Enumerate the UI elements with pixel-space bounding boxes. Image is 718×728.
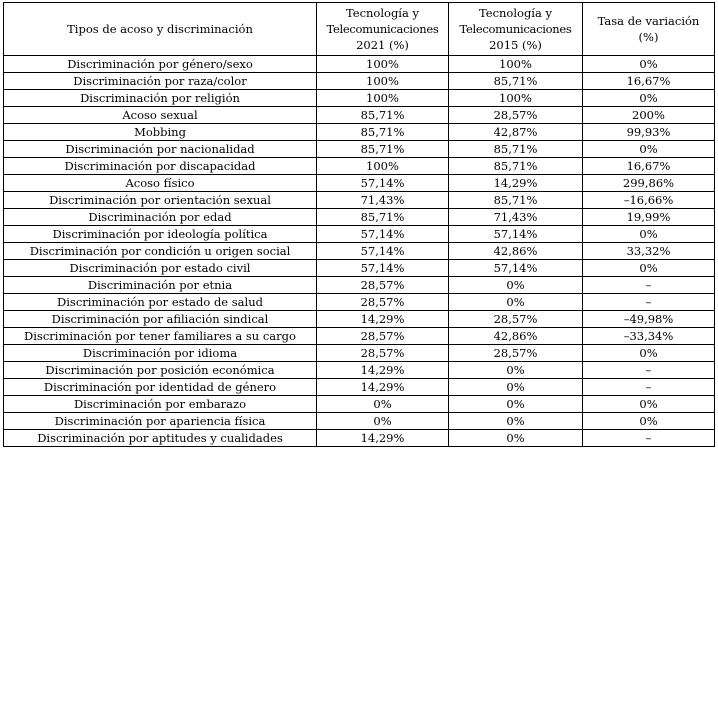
cell-t2015: 57,14%: [449, 226, 583, 243]
cell-tipo: Discriminación por nacionalidad: [4, 141, 317, 158]
cell-t2021: 28,57%: [317, 277, 449, 294]
cell-tipo: Discriminación por género/sexo: [4, 56, 317, 73]
cell-tipo: Discriminación por religión: [4, 90, 317, 107]
column-header-t2021-line3: 2021 (%): [356, 38, 409, 52]
cell-t2015: 42,87%: [449, 124, 583, 141]
cell-tipo: Mobbing: [4, 124, 317, 141]
table-row: [4, 328, 715, 345]
cell-t2021: 0%: [317, 413, 449, 430]
cell-t2015: 57,14%: [449, 260, 583, 277]
table-row: [4, 311, 715, 328]
cell-tasa: –16,66%: [583, 192, 715, 209]
cell-tipo: Discriminación por etnia: [4, 277, 317, 294]
table-header-row: [4, 3, 715, 56]
column-header-t2015-label: [450, 5, 581, 53]
cell-t2015: 0%: [449, 413, 583, 430]
cell-t2015: 85,71%: [449, 192, 583, 209]
cell-tipo: Discriminación por tener familiares a su cargo: [4, 328, 317, 345]
cell-t2015: 28,57%: [449, 311, 583, 328]
cell-tasa: 0%: [583, 56, 715, 73]
cell-tasa: 0%: [583, 345, 715, 362]
cell-tipo: Discriminación por afiliación sindical: [4, 311, 317, 328]
table-row: [4, 260, 715, 277]
cell-t2015: 42,86%: [449, 243, 583, 260]
column-header-t2015: [449, 3, 583, 56]
cell-tipo: Discriminación por identidad de género: [4, 379, 317, 396]
table-row: [4, 192, 715, 209]
cell-t2015: 28,57%: [449, 345, 583, 362]
cell-t2021: 28,57%: [317, 345, 449, 362]
cell-t2021: 28,57%: [317, 294, 449, 311]
table-header: [4, 3, 715, 56]
cell-tipo: Discriminación por discapacidad: [4, 158, 317, 175]
table-body: [4, 56, 715, 447]
table-row: [4, 158, 715, 175]
cell-tipo: Discriminación por posición económica: [4, 362, 317, 379]
cell-t2021: 14,29%: [317, 379, 449, 396]
cell-tasa: 99,93%: [583, 124, 715, 141]
cell-tasa: 19,99%: [583, 209, 715, 226]
table-row: [4, 396, 715, 413]
table-row: [4, 209, 715, 226]
cell-t2015: 0%: [449, 379, 583, 396]
table-row: [4, 107, 715, 124]
cell-t2015: 28,57%: [449, 107, 583, 124]
cell-t2021: 14,29%: [317, 430, 449, 447]
table-container: [3, 2, 714, 447]
column-header-tasa: [583, 3, 715, 56]
column-header-t2021-label: [318, 5, 447, 53]
cell-t2021: 14,29%: [317, 311, 449, 328]
cell-tipo: Discriminación por idioma: [4, 345, 317, 362]
cell-tasa: –: [583, 294, 715, 311]
cell-t2015: 42,86%: [449, 328, 583, 345]
column-header-t2015-line3: 2015 (%): [489, 38, 542, 52]
column-header-tasa-line1: Tasa de variación: [597, 14, 700, 28]
table-row: [4, 73, 715, 90]
cell-tasa: 200%: [583, 107, 715, 124]
cell-tipo: Discriminación por raza/color: [4, 73, 317, 90]
cell-t2015: 85,71%: [449, 158, 583, 175]
cell-tasa: 0%: [583, 90, 715, 107]
cell-t2015: 0%: [449, 294, 583, 311]
cell-tipo: Discriminación por aptitudes y cualidades: [4, 430, 317, 447]
cell-t2015: 0%: [449, 430, 583, 447]
cell-tasa: –49,98%: [583, 311, 715, 328]
harassment-discrimination-table: [3, 2, 715, 447]
cell-t2015: 100%: [449, 56, 583, 73]
cell-tipo: Acoso físico: [4, 175, 317, 192]
cell-tipo: Discriminación por apariencia física: [4, 413, 317, 430]
cell-t2015: 0%: [449, 277, 583, 294]
table-row: [4, 243, 715, 260]
cell-tipo: Discriminación por edad: [4, 209, 317, 226]
column-header-t2021-line2: Telecomunicaciones: [326, 22, 439, 36]
table-row: [4, 175, 715, 192]
cell-tipo: Discriminación por embarazo: [4, 396, 317, 413]
column-header-t2015-line1: Tecnología y: [478, 6, 552, 20]
cell-t2021: 85,71%: [317, 107, 449, 124]
cell-tasa: –: [583, 430, 715, 447]
cell-tipo: Acoso sexual: [4, 107, 317, 124]
cell-tasa: 0%: [583, 226, 715, 243]
table-row: [4, 90, 715, 107]
table-row: [4, 413, 715, 430]
table-row: [4, 294, 715, 311]
cell-tipo: Discriminación por estado civil: [4, 260, 317, 277]
table-row: [4, 277, 715, 294]
cell-tasa: –33,34%: [583, 328, 715, 345]
table-row: [4, 362, 715, 379]
table-row: [4, 56, 715, 73]
cell-tasa: –: [583, 277, 715, 294]
cell-t2021: 57,14%: [317, 260, 449, 277]
cell-t2015: 85,71%: [449, 73, 583, 90]
cell-t2021: 14,29%: [317, 362, 449, 379]
column-header-t2015-line2: Telecomunicaciones: [459, 22, 572, 36]
column-header-tipo-label: Tipos de acoso y discriminación: [67, 22, 253, 36]
cell-t2021: 57,14%: [317, 175, 449, 192]
table-row: [4, 226, 715, 243]
table-row: [4, 141, 715, 158]
cell-t2021: 85,71%: [317, 141, 449, 158]
cell-tasa: 299,86%: [583, 175, 715, 192]
column-header-tasa-label: [584, 13, 713, 45]
cell-tipo: Discriminación por condición u origen social: [4, 243, 317, 260]
cell-tasa: 0%: [583, 413, 715, 430]
cell-tipo: Discriminación por estado de salud: [4, 294, 317, 311]
cell-t2021: 100%: [317, 158, 449, 175]
cell-t2021: 85,71%: [317, 209, 449, 226]
cell-tasa: –: [583, 379, 715, 396]
cell-t2021: 85,71%: [317, 124, 449, 141]
cell-t2015: 0%: [449, 396, 583, 413]
cell-t2015: 0%: [449, 362, 583, 379]
cell-tipo: Discriminación por orientación sexual: [4, 192, 317, 209]
cell-t2015: 85,71%: [449, 141, 583, 158]
cell-tasa: 16,67%: [583, 158, 715, 175]
cell-tasa: 33,32%: [583, 243, 715, 260]
cell-t2021: 57,14%: [317, 226, 449, 243]
cell-tasa: 16,67%: [583, 73, 715, 90]
cell-t2021: 100%: [317, 73, 449, 90]
cell-t2021: 100%: [317, 56, 449, 73]
cell-t2015: 14,29%: [449, 175, 583, 192]
cell-t2021: 71,43%: [317, 192, 449, 209]
cell-t2021: 28,57%: [317, 328, 449, 345]
table-row: [4, 124, 715, 141]
cell-t2015: 71,43%: [449, 209, 583, 226]
cell-tipo: Discriminación por ideología política: [4, 226, 317, 243]
column-header-t2021-line1: Tecnología y: [345, 6, 419, 20]
cell-tasa: 0%: [583, 396, 715, 413]
cell-t2021: 57,14%: [317, 243, 449, 260]
table-row: [4, 345, 715, 362]
column-header-t2021: [317, 3, 449, 56]
cell-tasa: –: [583, 362, 715, 379]
cell-tasa: 0%: [583, 260, 715, 277]
table-row: [4, 430, 715, 447]
table-row: [4, 379, 715, 396]
column-header-tasa-line2: (%): [638, 30, 659, 44]
cell-t2021: 0%: [317, 396, 449, 413]
column-header-tipo: [4, 3, 317, 56]
cell-t2021: 100%: [317, 90, 449, 107]
cell-tasa: 0%: [583, 141, 715, 158]
cell-t2015: 100%: [449, 90, 583, 107]
